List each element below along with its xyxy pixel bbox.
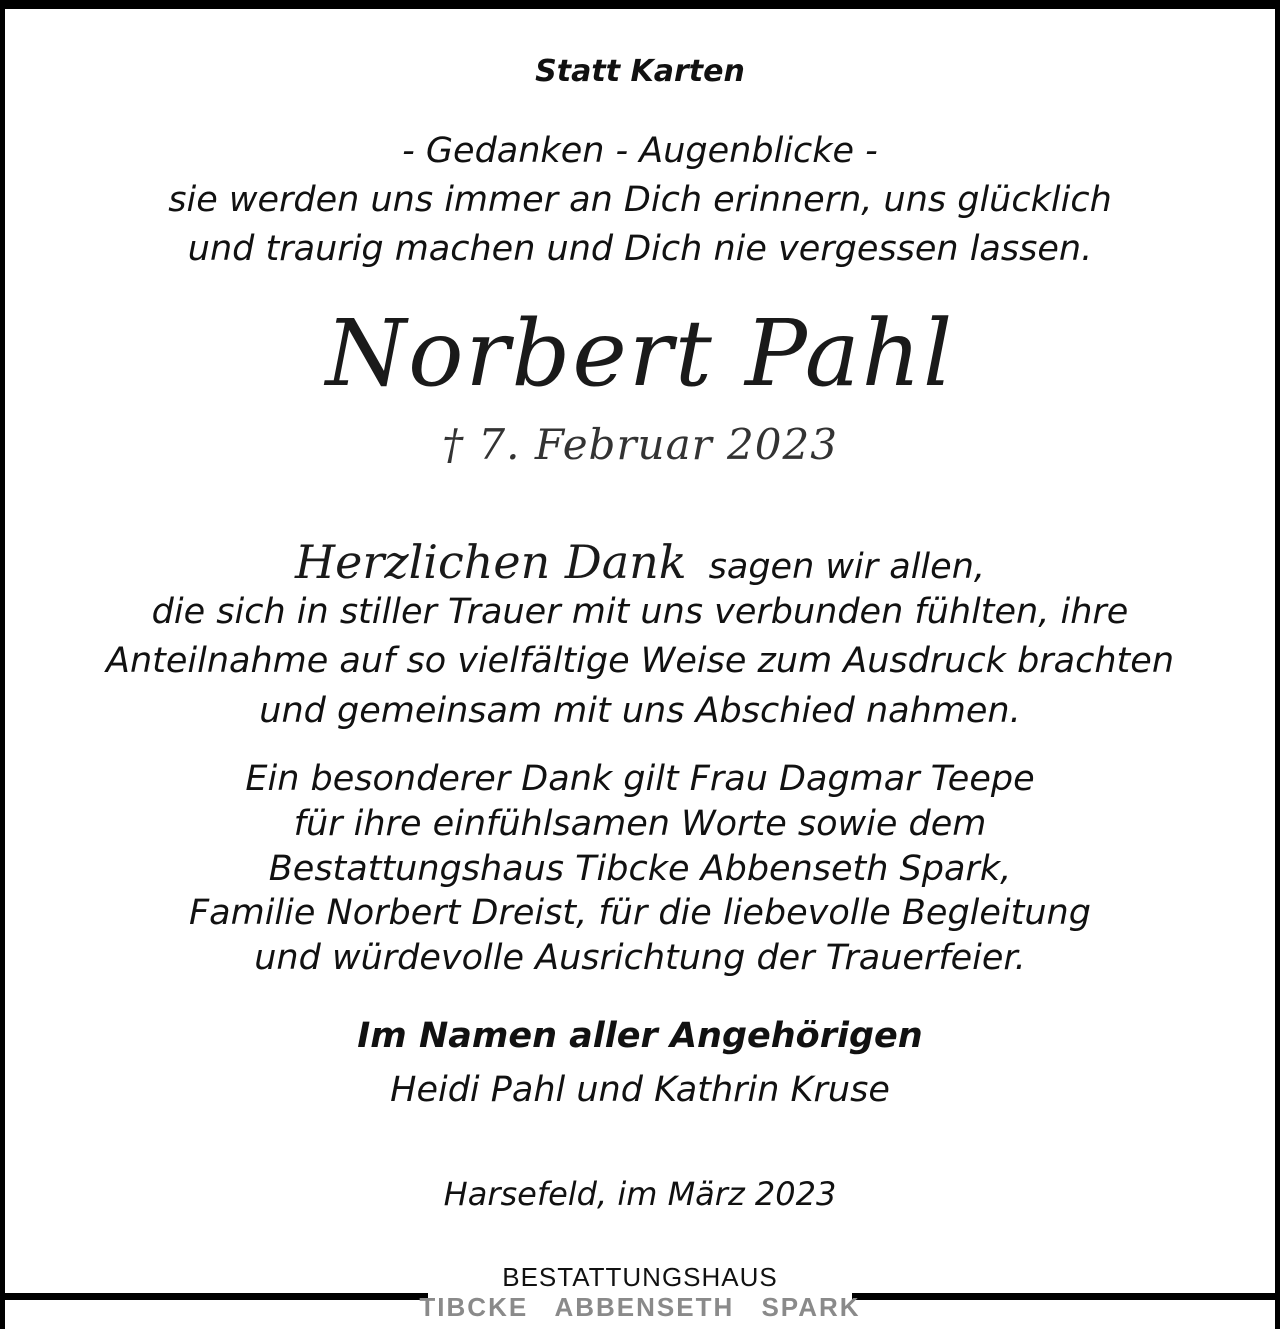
signature-names: Heidi Pahl und Kathrin Kruse: [390, 1070, 890, 1110]
thanks-line: die sich in stiller Trauer mit uns verbunden fühlten, ihre: [151, 592, 1129, 632]
funeral-home-logo-top: BESTATTUNGSHAUS: [502, 1262, 778, 1292]
special-thanks-line: und würdevolle Ausrichtung der Trauerfeier.: [254, 938, 1026, 978]
poem-line: sie werden uns immer an Dich erinnern, uns glücklich: [168, 180, 1112, 220]
thanks-line: und gemeinsam mit uns Abschied nahmen.: [259, 691, 1021, 731]
special-thanks-line: Ein besonderer Dank gilt Frau Dagmar Teepe: [245, 759, 1035, 799]
thanks-first-line: [0, 535, 1280, 589]
header-text: Statt Karten: [535, 54, 745, 89]
special-thanks-line: für ihre einfühlsamen Worte sowie dem: [293, 804, 987, 844]
thanks-line: Anteilnahme auf so vielfältige Weise zum Ausdruck brachten: [106, 641, 1174, 681]
signature-intro: Im Namen aller Angehörigen: [357, 1016, 923, 1056]
poem-line: - Gedanken - Augenblicke -: [402, 131, 878, 171]
death-date: † 7. Februar 2023: [442, 420, 838, 469]
special-thanks-line: Bestattungshaus Tibcke Abbenseth Spark,: [268, 849, 1012, 889]
place-date: Harsefeld, im März 2023: [443, 1175, 837, 1213]
thanks-first-line-rest: sagen wir allen,: [708, 547, 985, 587]
poem-line: und traurig machen und Dich nie vergessen lassen.: [187, 229, 1093, 269]
special-thanks-line: Familie Norbert Dreist, für die liebevolle Begleitung: [189, 893, 1091, 933]
thanks-handwritten: Herzlichen Dank: [295, 535, 687, 589]
deceased-name: Norbert Pahl: [325, 300, 955, 407]
funeral-home-logo-bottom: TIBCKE ABBENSETH SPARK: [419, 1292, 861, 1322]
